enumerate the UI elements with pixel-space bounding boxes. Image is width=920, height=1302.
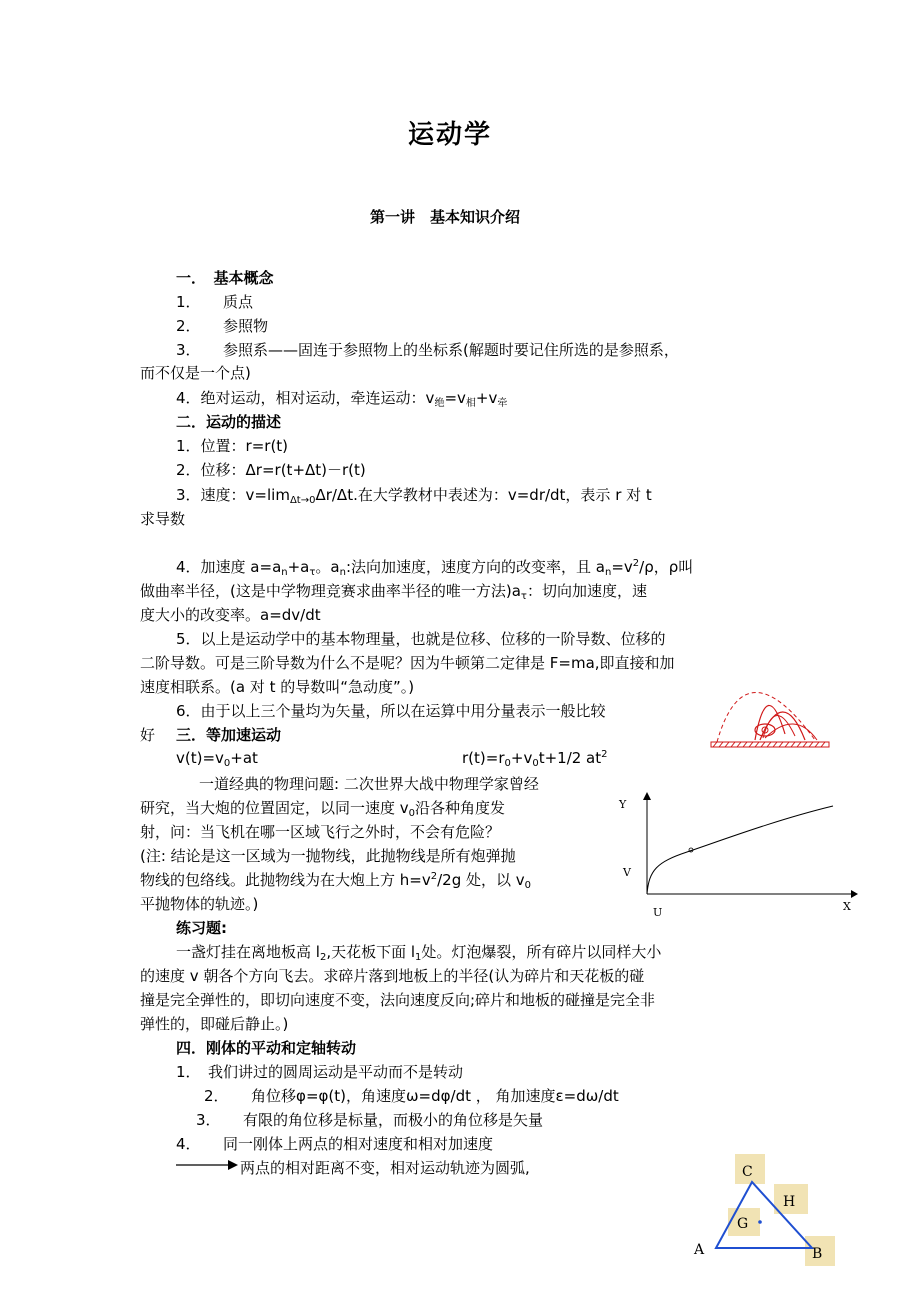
item-1-3-line1: 3． 参照系——固连于参照物上的坐标系(解题时要记住所选的是参照系， [176, 341, 679, 359]
trajectory-sketch-figure [705, 654, 835, 750]
item-2-5-line2: 二阶导数。可是三阶导数为什么不是呢？因为牛顿第二定律是 F=ma,即直接和加 [140, 654, 675, 672]
subscript: 绝 [434, 398, 445, 409]
item-2-4-line1 [176, 556, 693, 578]
exercise-line2: 的速度 v 朝各个方向飞去。求碎片落到地板上的半径(认为碎片和天花板的碰 [140, 967, 645, 985]
item-2-2: 2．位移：Δr=r(t+Δt)－r(t) [176, 461, 366, 479]
item-2-1: 1．位置：r=r(t) [176, 437, 289, 455]
subscript: 1 [415, 952, 422, 963]
subscript: 相 [465, 398, 476, 409]
cannon-problem-line2 [140, 797, 505, 819]
text: 3．速度：v=lim [176, 486, 290, 504]
subscript: 2 [319, 952, 327, 963]
subscript: 0 [532, 758, 539, 769]
text: t+1/2 at [538, 749, 602, 767]
superscript: 2 [632, 558, 640, 569]
item-1-4-text: +v [475, 389, 498, 407]
exercise-line3: 撞是完全弹性的，即切向速度不变，法向速度反向;碎片和地板的碰撞是完全非 [140, 991, 656, 1009]
item-1-3-line2: 而不仅是一个点) [140, 364, 251, 382]
item-1-1: 1． 质点 [176, 293, 254, 311]
text: 4．加速度 a=a [176, 558, 282, 576]
triangle-label-g: G [737, 1216, 749, 1232]
subscript: τ [309, 567, 316, 578]
text: 处。灯泡爆裂，所有碎片以同样大小 [421, 943, 662, 961]
cannon-problem-line4: (注: 结论是这一区域为一抛物线，此抛物线是所有炮弹抛 [140, 847, 516, 865]
text: Δr/Δt.在大学教材中表述为：v=dr/dt，表示 r 对 t [315, 486, 652, 504]
subscript: 牵 [497, 398, 508, 409]
text: ,天花板下面 l [326, 943, 416, 961]
exercise-heading: 练习题: [176, 919, 227, 937]
section-3-heading: 三．等加速运动 [176, 726, 282, 744]
item-4-4: 4． 同一刚体上两点的相对速度和相对加速度 [176, 1135, 494, 1153]
subscript: Δt→0 [289, 495, 316, 506]
text: :法向加速度，速度方向的改变率，且 a [345, 558, 605, 576]
subscript: 0 [524, 880, 532, 891]
graph-label-y: Y [619, 798, 627, 811]
section-2-heading: 二．运动的描述 [176, 413, 282, 431]
cannon-problem-line1: 一道经典的物理问题: 二次世界大战中物理学家曾经 [199, 775, 539, 793]
text: 研究，当大炮的位置固定，以同一速度 v [140, 799, 409, 817]
graph-label-v: V [623, 866, 631, 879]
item-2-3-line1 [176, 484, 652, 506]
cannon-problem-line5 [140, 869, 531, 891]
graph-label-x: X [843, 900, 851, 913]
lecture-title: 第一讲 基本知识介绍 [370, 208, 521, 226]
item-4-2: 2． 角位移φ=φ(t)，角速度ω=dφ/dt ， 角加速度ε=dω/dt [204, 1087, 619, 1105]
superscript: 2 [601, 749, 608, 760]
item-2-5-line3: 速度相联系。(a 对 t 的导数叫“急动度”。) [140, 678, 415, 696]
item-2-4-line2 [140, 580, 647, 602]
arrow-icon [176, 1158, 240, 1172]
subscript: n [339, 567, 346, 578]
triangle-label-h: H [783, 1194, 796, 1210]
page-title: 运动学 [408, 120, 493, 150]
cannon-problem-line6: 平抛物体的轨迹。) [140, 895, 259, 913]
item-1-4 [176, 387, 507, 409]
rigid-body-triangle-figure [690, 1152, 840, 1270]
item-2-4-line3: 度大小的改变率。a=dv/dt [140, 606, 321, 624]
item-2-6-line2: 好 [140, 726, 156, 744]
item-1-2: 2． 参照物 [176, 317, 269, 335]
text: /ρ，ρ叫 [639, 558, 694, 576]
text: +v [510, 749, 533, 767]
text: 物线的包络线。此抛物线为在大炮上方 h=v [140, 871, 431, 889]
subscript: n [604, 567, 612, 578]
formula-velocity [176, 749, 258, 769]
subscript: n [281, 567, 288, 578]
subscript: 0 [223, 758, 231, 769]
text: 一盏灯挂在离地板高 l [176, 943, 320, 961]
item-2-3-line2: 求导数 [140, 510, 186, 528]
subscript: 0 [504, 758, 511, 769]
triangle-label-b: B [812, 1246, 823, 1262]
formula-position [462, 749, 608, 769]
text: ：切向加速度，速 [526, 582, 647, 600]
item-2-5-line1: 5．以上是运动学中的基本物理量，也就是位移、位移的一阶导数、位移的 [176, 630, 666, 648]
text: +at [230, 749, 258, 767]
exercise-line1 [176, 941, 661, 963]
text: /2g 处，以 v [437, 871, 525, 889]
text: =v [611, 558, 633, 576]
item-4-3: 3． 有限的角位移是标量，而极小的角位移是矢量 [196, 1111, 544, 1129]
graph-label-u: U [653, 906, 663, 919]
section-1-heading: 一． 基本概念 [176, 269, 274, 287]
exercise-line4: 弹性的，即碰后静止。) [140, 1015, 289, 1033]
item-1-4-text: =v [444, 389, 466, 407]
item-2-6-line1: 6．由于以上三个量均为矢量，所以在运算中用分量表示一般比较 [176, 702, 606, 720]
triangle-label-c: C [742, 1164, 753, 1180]
text: r(t)=r [462, 749, 505, 767]
item-4-1: 1． 我们讲过的圆周运动是平动而不是转动 [176, 1063, 464, 1081]
text: +a [287, 558, 310, 576]
text: 沿各种角度发 [415, 799, 506, 817]
text: 。a [315, 558, 340, 576]
section-4-heading: 四．刚体的平动和定轴转动 [176, 1039, 357, 1057]
superscript: 2 [430, 871, 438, 882]
subscript: τ [520, 591, 527, 602]
text: 做曲率半径，(这是中学物理竞赛求曲率半径的唯一方法)a [140, 582, 521, 600]
triangle-label-a: A [694, 1242, 705, 1258]
envelope-graph-figure [615, 790, 860, 920]
cannon-problem-line3: 射，问：当飞机在哪一区域飞行之外时，不会有危险？ [140, 823, 501, 841]
subscript: 0 [408, 808, 416, 819]
text: v(t)=v [176, 749, 224, 767]
item-4-5: 两点的相对距离不变，相对运动轨迹为圆弧, [240, 1159, 530, 1177]
item-1-4-text: 4．绝对运动，相对运动，牵连运动：v [176, 389, 435, 407]
